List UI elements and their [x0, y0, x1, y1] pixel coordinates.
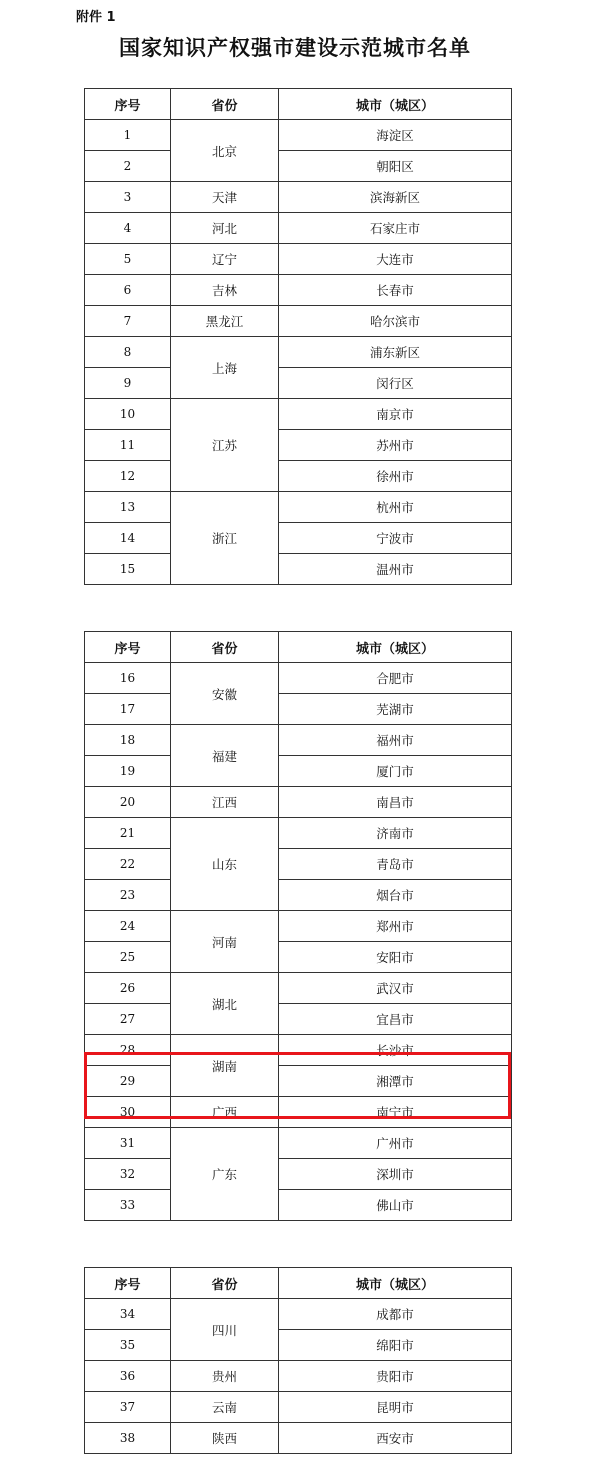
table-row — [85, 1423, 512, 1454]
province-cell: 北京 — [171, 120, 279, 182]
row-number: 23 — [85, 880, 171, 911]
table-row — [85, 725, 512, 756]
city-cell: 青岛市 — [279, 849, 512, 880]
province-cell: 吉林 — [171, 275, 279, 306]
table-row — [85, 523, 512, 554]
row-number: 26 — [85, 973, 171, 1004]
page-title: 国家知识产权强市建设示范城市名单 — [119, 35, 471, 60]
row-number: 36 — [85, 1361, 171, 1392]
province-cell: 河南 — [171, 911, 279, 973]
table-row — [85, 1159, 512, 1190]
table-row — [85, 1361, 512, 1392]
province-cell: 四川 — [171, 1299, 279, 1361]
attachment-label: 附件 1 — [76, 10, 116, 25]
row-number: 2 — [85, 151, 171, 182]
province-cell: 云南 — [171, 1392, 279, 1423]
row-number: 16 — [85, 663, 171, 694]
row-number: 14 — [85, 523, 171, 554]
table-row — [85, 337, 512, 368]
province-cell: 贵州 — [171, 1361, 279, 1392]
row-number: 30 — [85, 1097, 171, 1128]
province-cell: 湖南 — [171, 1035, 279, 1097]
header-city: 城市（城区） — [279, 89, 512, 120]
row-number: 10 — [85, 399, 171, 430]
table-row — [85, 306, 512, 337]
city-cell: 闵行区 — [279, 368, 512, 399]
row-number: 9 — [85, 368, 171, 399]
city-cell: 南京市 — [279, 399, 512, 430]
table-row — [85, 1190, 512, 1221]
header-seq: 序号 — [85, 632, 171, 663]
city-cell: 滨海新区 — [279, 182, 512, 213]
province-cell: 天津 — [171, 182, 279, 213]
city-cell: 昆明市 — [279, 1392, 512, 1423]
city-cell: 绵阳市 — [279, 1330, 512, 1361]
city-cell: 湘潭市 — [279, 1066, 512, 1097]
row-number: 17 — [85, 694, 171, 725]
city-cell: 浦东新区 — [279, 337, 512, 368]
table-row — [85, 1004, 512, 1035]
table-header-row — [85, 632, 512, 663]
header-city: 城市（城区） — [279, 1268, 512, 1299]
row-number: 25 — [85, 942, 171, 973]
table-row — [85, 663, 512, 694]
header-province: 省份 — [171, 632, 279, 663]
city-cell: 厦门市 — [279, 756, 512, 787]
row-number: 24 — [85, 911, 171, 942]
table-header-row — [85, 1268, 512, 1299]
city-cell: 哈尔滨市 — [279, 306, 512, 337]
city-table-1 — [84, 88, 512, 585]
header-province: 省份 — [171, 89, 279, 120]
city-cell: 贵阳市 — [279, 1361, 512, 1392]
city-cell: 合肥市 — [279, 663, 512, 694]
table-row — [85, 911, 512, 942]
table-row — [85, 368, 512, 399]
header-seq: 序号 — [85, 89, 171, 120]
table-row — [85, 942, 512, 973]
province-cell: 广西 — [171, 1097, 279, 1128]
table-row — [85, 1066, 512, 1097]
table-row — [85, 275, 512, 306]
city-cell: 南昌市 — [279, 787, 512, 818]
table-row — [85, 213, 512, 244]
table-row — [85, 554, 512, 585]
city-cell: 安阳市 — [279, 942, 512, 973]
table-row — [85, 1392, 512, 1423]
row-number: 19 — [85, 756, 171, 787]
city-cell: 济南市 — [279, 818, 512, 849]
row-number: 3 — [85, 182, 171, 213]
header-province: 省份 — [171, 1268, 279, 1299]
city-cell: 烟台市 — [279, 880, 512, 911]
row-number: 5 — [85, 244, 171, 275]
city-cell: 长沙市 — [279, 1035, 512, 1066]
table-row — [85, 461, 512, 492]
city-cell: 海淀区 — [279, 120, 512, 151]
table-row — [85, 182, 512, 213]
row-number: 33 — [85, 1190, 171, 1221]
province-cell: 河北 — [171, 213, 279, 244]
city-cell: 宜昌市 — [279, 1004, 512, 1035]
row-number: 35 — [85, 1330, 171, 1361]
city-cell: 佛山市 — [279, 1190, 512, 1221]
city-cell: 福州市 — [279, 725, 512, 756]
row-number: 37 — [85, 1392, 171, 1423]
city-cell: 武汉市 — [279, 973, 512, 1004]
province-cell: 福建 — [171, 725, 279, 787]
table-row — [85, 120, 512, 151]
row-number: 21 — [85, 818, 171, 849]
row-number: 27 — [85, 1004, 171, 1035]
table-row — [85, 849, 512, 880]
row-number: 22 — [85, 849, 171, 880]
province-cell: 浙江 — [171, 492, 279, 585]
city-cell: 宁波市 — [279, 523, 512, 554]
row-number: 38 — [85, 1423, 171, 1454]
table-row — [85, 430, 512, 461]
city-cell: 深圳市 — [279, 1159, 512, 1190]
row-number: 15 — [85, 554, 171, 585]
table-row — [85, 1330, 512, 1361]
province-cell: 黑龙江 — [171, 306, 279, 337]
table-row — [85, 818, 512, 849]
row-number: 7 — [85, 306, 171, 337]
table-row — [85, 880, 512, 911]
city-cell: 杭州市 — [279, 492, 512, 523]
table-row — [85, 399, 512, 430]
row-number: 18 — [85, 725, 171, 756]
province-cell: 广东 — [171, 1128, 279, 1221]
table-header-row — [85, 89, 512, 120]
table-row — [85, 973, 512, 1004]
row-number: 8 — [85, 337, 171, 368]
row-number: 6 — [85, 275, 171, 306]
city-cell: 南宁市 — [279, 1097, 512, 1128]
city-cell: 广州市 — [279, 1128, 512, 1159]
table-row — [85, 694, 512, 725]
city-cell: 石家庄市 — [279, 213, 512, 244]
row-number: 29 — [85, 1066, 171, 1097]
province-cell: 江苏 — [171, 399, 279, 492]
province-cell: 湖北 — [171, 973, 279, 1035]
city-cell: 大连市 — [279, 244, 512, 275]
row-number: 32 — [85, 1159, 171, 1190]
row-number: 28 — [85, 1035, 171, 1066]
table-row — [85, 787, 512, 818]
city-cell: 郑州市 — [279, 911, 512, 942]
city-cell: 西安市 — [279, 1423, 512, 1454]
table-row — [85, 1097, 512, 1128]
table-row — [85, 1128, 512, 1159]
city-cell: 苏州市 — [279, 430, 512, 461]
row-number: 12 — [85, 461, 171, 492]
row-number: 34 — [85, 1299, 171, 1330]
row-number: 4 — [85, 213, 171, 244]
city-table-3 — [84, 1267, 512, 1454]
header-city: 城市（城区） — [279, 632, 512, 663]
province-cell: 陕西 — [171, 1423, 279, 1454]
city-cell: 长春市 — [279, 275, 512, 306]
province-cell: 江西 — [171, 787, 279, 818]
table-row — [85, 1299, 512, 1330]
header-seq: 序号 — [85, 1268, 171, 1299]
table-row — [85, 1035, 512, 1066]
row-number: 20 — [85, 787, 171, 818]
city-cell: 芜湖市 — [279, 694, 512, 725]
province-cell: 辽宁 — [171, 244, 279, 275]
province-cell: 上海 — [171, 337, 279, 399]
table-row — [85, 244, 512, 275]
row-number: 1 — [85, 120, 171, 151]
row-number: 11 — [85, 430, 171, 461]
city-table-2 — [84, 631, 512, 1221]
city-cell: 徐州市 — [279, 461, 512, 492]
row-number: 13 — [85, 492, 171, 523]
city-cell: 成都市 — [279, 1299, 512, 1330]
city-cell: 朝阳区 — [279, 151, 512, 182]
province-cell: 安徽 — [171, 663, 279, 725]
table-row — [85, 151, 512, 182]
table-row — [85, 756, 512, 787]
province-cell: 山东 — [171, 818, 279, 911]
city-cell: 温州市 — [279, 554, 512, 585]
table-row — [85, 492, 512, 523]
row-number: 31 — [85, 1128, 171, 1159]
